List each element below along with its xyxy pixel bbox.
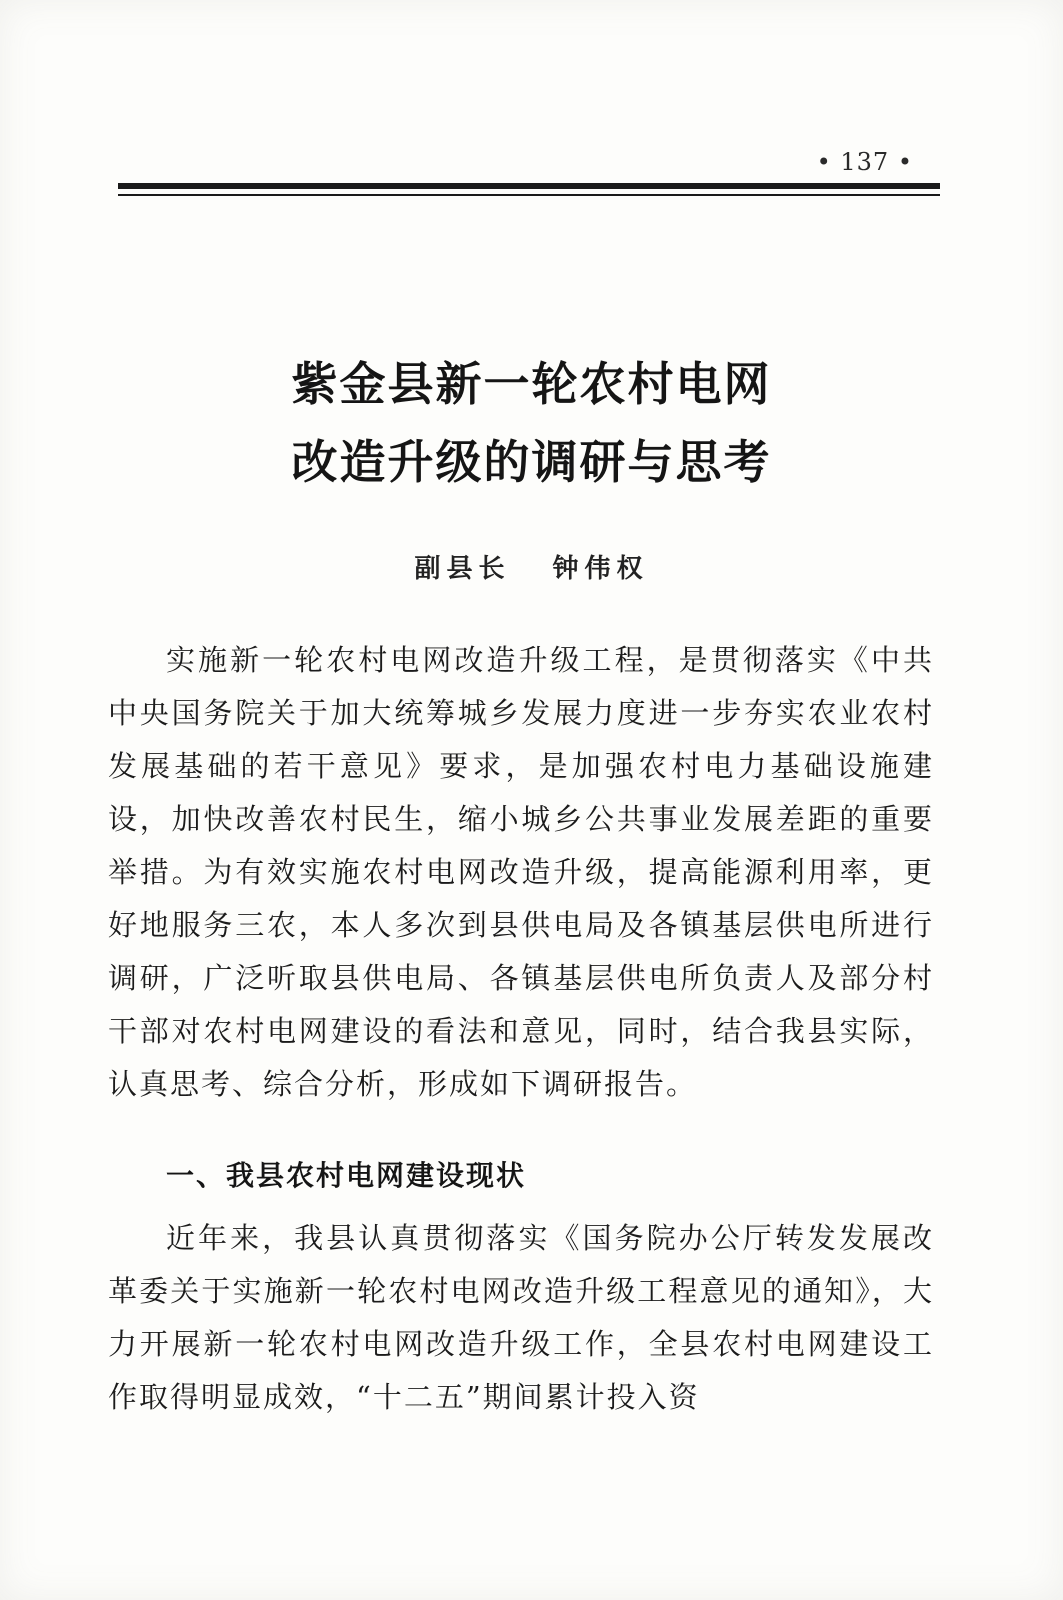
author-byline	[0, 548, 1063, 585]
header-rule-thin	[118, 194, 940, 196]
author-role: 副县长	[414, 554, 511, 584]
author-name: 钟伟权	[552, 554, 649, 584]
section-heading: 一、我县农村电网建设现状	[166, 1159, 527, 1192]
intro-paragraph: 实施新一轮农村电网改造升级工程，是贯彻落实《中共中央国务院关于加大统筹城乡发展力度进一步夯实农业农村发展基础的若干意见》要求，是加强农村电力基础设施建设，加快改善农村民生，缩小城乡公共事业发展差距的重要举措。为有效实施农村电网改造升级，提高能源利用率，更好地服务三农，本人多次到县供电局及各镇基层供电所进行调研，广泛听取县供电局、各镇基层供电所负责人及部分村干部对农村电网建设的看法和意见，同时，结合我县实际，认真思考、综合分析，形成如下调研报告。	[108, 643, 934, 1101]
section-paragraph: 近年来，我县认真贯彻落实《国务院办公厅转发发展改革委关于实施新一轮农村电网改造升级工程意见的通知》，大力开展新一轮农村电网改造升级工作，全县农村电网建设工作取得明显成效，“十二五”期间累计投入资	[108, 1221, 934, 1414]
article-title-line1: 紫金县新一轮农村电网	[291, 357, 772, 411]
article-title-line2: 改造升级的调研与思考	[291, 435, 772, 489]
header-rule-thick	[118, 183, 940, 189]
page-number: • 137 •	[816, 148, 913, 176]
